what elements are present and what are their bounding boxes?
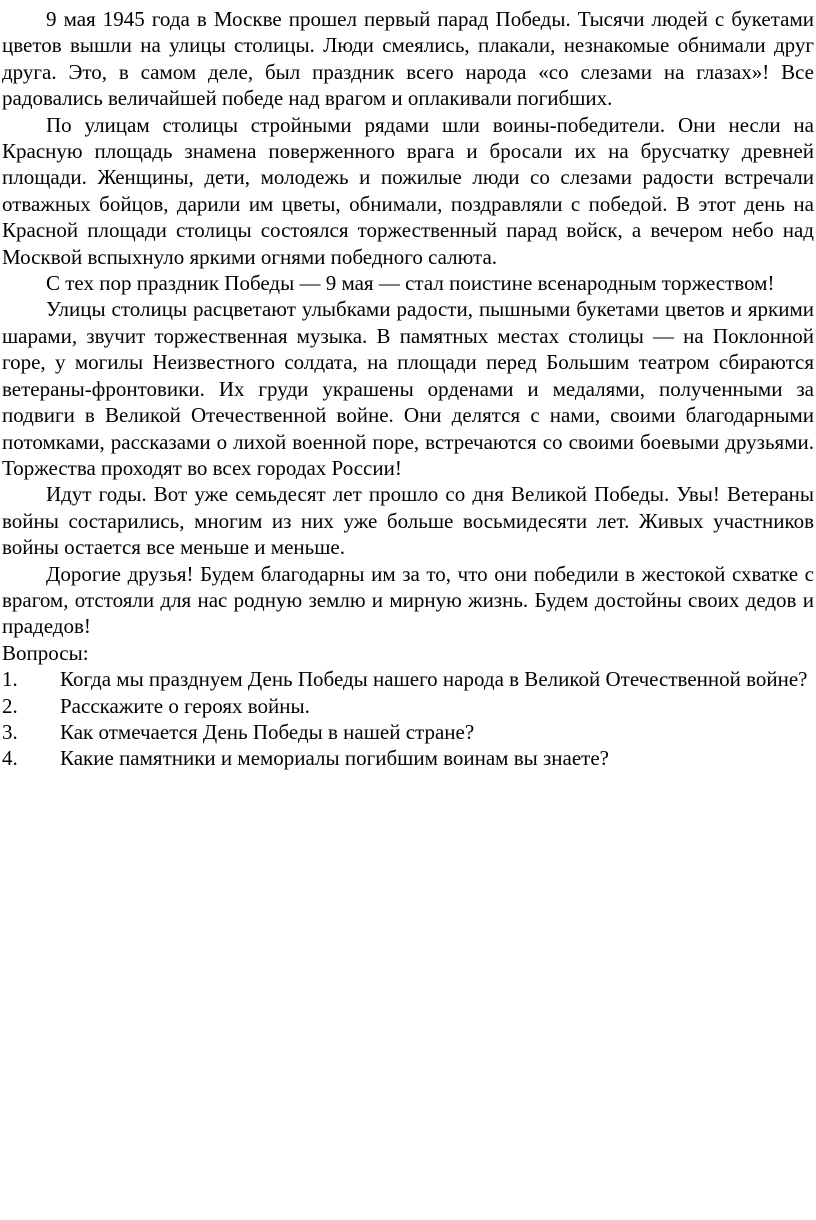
question-number: 2. (2, 693, 18, 718)
paragraph-soldiers: По улицам столицы стройными рядами шли воины-победители. Они несли на Красную площадь знамена поверженного врага и бросали их на брусчатку древней площади. Женщины, дети, молодежь и пожилые люди со слезами радости встречали отважных бойцов, дарили им цветы, обнимали, поздравляли с победой. В этот день на Красной площади столицы состоялся торжественный парад войск, а вечером небо над Москвой вспыхнуло яркими огнями победного салюта. (2, 112, 814, 269)
paragraph-celebration: Улицы столицы расцветают улыбками радости, пышными букетами цветов и яркими шарами, звучит торжественная музыка. В памятных местах столицы — на Поклонной горе, у могилы Неизвестного солдата, на площади перед Большим театром сбираются ветераны-фронтовики. Их груди украшены орденами и медалями, полученными за подвиги в Великой Отечественной войне. Они делятся с нами, своими благодарными потомками, рассказами о лихой военной поре, встречаются со своими боевыми друзьями. Торжества проходят во всех городах России! (2, 297, 814, 480)
questions-list (2, 666, 814, 772)
question-number: 3. (2, 719, 18, 744)
question-number: 1. (2, 667, 18, 692)
paragraph-holiday: С тех пор праздник Победы — 9 мая — стал поистине всенародным торжеством! (46, 271, 775, 296)
question-text: Как отмечается День Победы в нашей стране? (60, 719, 475, 744)
question-item (2, 719, 814, 745)
paragraph-appeal: Дорогие друзья! Будем благодарны им за то, что они победили в жестокой схватке с врагом, отстояли для нас родную землю и мирную жизнь. Будем достойны своих дедов и прадедов! (2, 561, 814, 639)
paragraph-veterans: Идут годы. Вот уже семьдесят лет прошло со дня Великой Победы. Увы! Ветераны войны состарились, многим из них уже больше восьмидесяти лет. Живых участников войны остается все меньше и меньше. (2, 482, 814, 560)
question-item (2, 666, 814, 692)
paragraph-victory-parade: 9 мая 1945 года в Москве прошел первый парад Победы. Тысячи людей с букетами цветов вышли на улицы столицы. Люди смеялись, плакали, незнакомые обнимали друг друга. Это, в самом деле, был праздник всего народа «со слезами на глазах»! Все радовались величайшей победе над врагом и оплакивали погибших. (2, 7, 814, 111)
question-item (2, 693, 814, 719)
question-text: Расскажите о героях войны. (60, 693, 310, 718)
question-item (2, 745, 814, 771)
question-text: Когда мы празднуем День Победы нашего народа в Великой Отечественной войне? (60, 667, 808, 692)
questions-heading: Вопросы: (2, 640, 89, 665)
question-number: 4. (2, 746, 18, 771)
question-text: Какие памятники и мемориалы погибшим воинам вы знаете? (60, 746, 609, 771)
